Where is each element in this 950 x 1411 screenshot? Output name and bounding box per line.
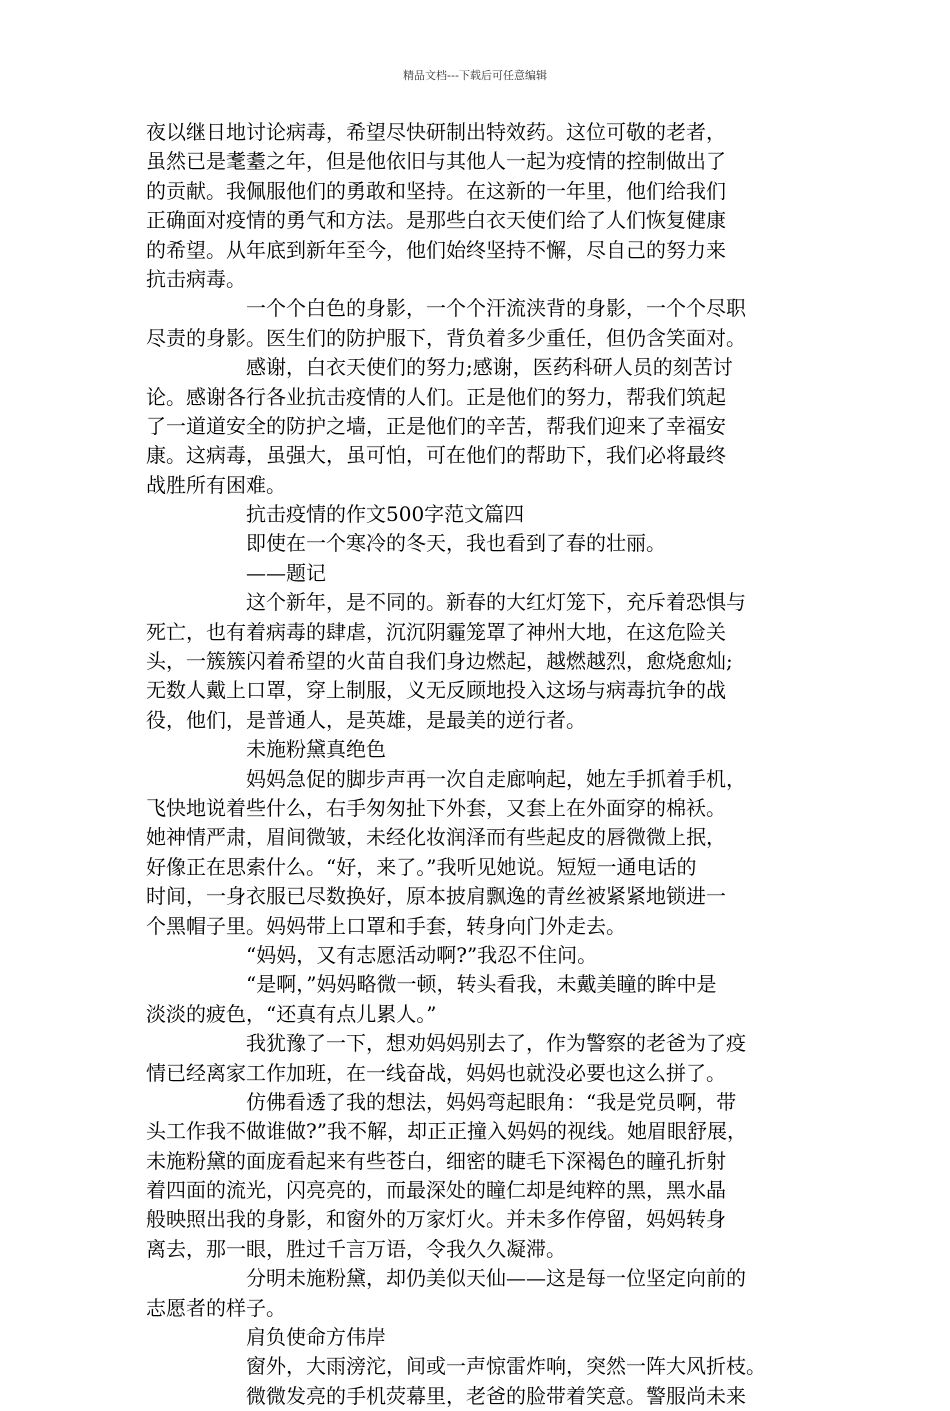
text-line: 的希望。从年底到新年至今，他们始终坚持不懈，尽自己的努力来 (146, 237, 726, 262)
text-line: 死亡，也有着病毒的肆虐，沉沉阴霾笼罩了神州大地，在这危险关 (146, 619, 726, 644)
text-line: 个黑帽子里。妈妈带上口罩和手套，转身向门外走去。 (146, 913, 626, 938)
text-line: 离去，那一眼，胜过千言万语，令我久久凝滞。 (146, 1236, 566, 1261)
text-line: 她神情严肃，眉间微皱，未经化妆润泽而有些起皮的唇微微上抿， (146, 825, 726, 850)
text-line: 了一道道安全的防护之墙，正是他们的辛苦，帮我们迎来了幸福安 (146, 413, 726, 438)
text-line: 即使在一个寒冷的冬天，我也看到了春的壮丽。 (246, 531, 666, 556)
text-line: 正确面对疫情的勇气和方法。是那些白衣天使们给了人们恢复健康 (146, 208, 726, 233)
text-line: 虽然已是耄耋之年，但是他依旧与其他人一起为疫情的控制做出了 (146, 149, 726, 174)
text-line: 头，一簇簇闪着希望的火苗自我们身边燃起，越燃越烈，愈烧愈灿; (146, 649, 733, 674)
document-body (146, 118, 812, 1411)
text-line: 论。感谢各行各业抗击疫情的人们。正是他们的努力，帮我们筑起 (146, 384, 726, 409)
text-line: 未施粉黛的面庞看起来有些苍白，细密的睫毛下深褐色的瞳孔折射 (146, 1148, 726, 1173)
text-line: 仿佛看透了我的想法，妈妈弯起眼角：“我是党员啊，带 (246, 1089, 737, 1114)
text-line: “是啊，”妈妈略微一顿，转头看我，未戴美瞳的眸中是 (246, 972, 717, 997)
text-line: 志愿者的样子。 (146, 1295, 286, 1320)
text-line: 夜以继日地讨论病毒，希望尽快研制出特效药。这位可敬的老者， (146, 120, 726, 144)
text-line: 抗击疫情的作文500字范文篇四 (246, 502, 525, 527)
text-line: 未施粉黛真绝色 (246, 737, 386, 762)
text-line: 这个新年，是不同的。新春的大红灯笼下，充斥着恐惧与 (246, 590, 746, 615)
text-line: 役，他们，是普通人，是英雄，是最美的逆行者。 (146, 707, 586, 732)
text-line: 无数人戴上口罩，穿上制服，义无反顾地投入这场与病毒抗争的战 (146, 678, 726, 703)
text-line: 好像正在思索什么。“好，来了。”我听见她说。短短一通电话的 (146, 854, 697, 879)
text-line: 微微发亮的手机荧幕里，老爸的脸带着笑意。警服尚未来 (246, 1383, 746, 1408)
text-line: 飞快地说着些什么，右手匆匆扯下外套，又套上在外面穿的棉袄。 (146, 795, 726, 820)
text-line: 尽责的身影。医生们的防护服下，背负着多少重任，但仍含笑面对。 (146, 325, 746, 350)
text-line: 般映照出我的身影，和窗外的万家灯火。并未多作停留，妈妈转身 (146, 1207, 726, 1232)
text-line: 一个个白色的身影，一个个汗流浃背的身影，一个个尽职 (246, 296, 746, 321)
text-line: 情已经离家工作加班，在一线奋战，妈妈也就没必要也这么拼了。 (146, 1060, 726, 1085)
text-line: 肩负使命方伟岸 (246, 1325, 386, 1350)
text-line: 时间，一身衣服已尽数换好，原本披肩飘逸的青丝被紧紧地锁进一 (146, 884, 726, 909)
text-line: 感谢，白衣天使们的努力;感谢，医药科研人员的刻苦讨 (246, 355, 733, 380)
text-line: 分明未施粉黛，却仍美似天仙——这是每一位坚定向前的 (246, 1266, 746, 1291)
text-line: 我犹豫了一下，想劝妈妈别去了，作为警察的老爸为了疫 (246, 1031, 746, 1056)
page-header: 精品文档---下载后可任意编辑 (403, 69, 547, 82)
text-line: 妈妈急促的脚步声再一次自走廊响起，她左手抓着手机， (246, 766, 746, 791)
text-line: “妈妈，又有志愿活动啊?”我忍不住问。 (246, 942, 598, 967)
text-line: 抗击病毒。 (146, 266, 246, 291)
text-line: 淡淡的疲色，“还真有点儿累人。” (146, 1001, 437, 1026)
text-line: 战胜所有困难。 (146, 472, 286, 497)
text-line: 着四面的流光，闪亮亮的，而最深处的瞳仁却是纯粹的黑，黑水晶 (146, 1178, 726, 1203)
text-line: 康。这病毒，虽强大，虽可怕，可在他们的帮助下，我们必将最终 (146, 443, 726, 468)
text-line: 窗外，大雨滂沱，间或一声惊雷炸响，突然一阵大风折枝。 (246, 1354, 766, 1379)
text-line: 的贡献。我佩服他们的勇敢和坚持。在这新的一年里，他们给我们 (146, 178, 726, 203)
text-line: ——题记 (246, 560, 326, 585)
text-line: 头工作我不做谁做?”我不解，却正正撞入妈妈的视线。她眉眼舒展， (146, 1119, 747, 1144)
